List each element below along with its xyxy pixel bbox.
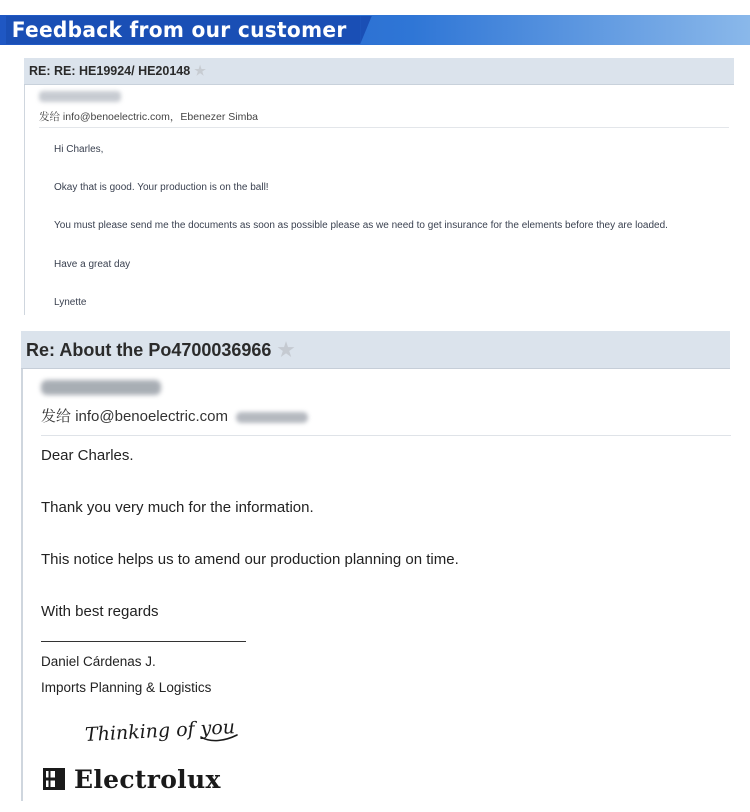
star-icon[interactable]: ★	[277, 340, 295, 361]
email-1-recipients	[39, 109, 258, 124]
signature-title: Imports Planning & Logistics	[41, 680, 212, 695]
electrolux-logo	[42, 764, 221, 794]
email-2-line: With best regards	[41, 603, 159, 620]
email-2-subject	[26, 339, 294, 362]
email-2-header	[21, 331, 730, 369]
email-screenshot-2	[21, 331, 730, 801]
email-1-line: Lynette	[54, 297, 87, 308]
signature-divider	[41, 641, 246, 642]
email-2-line: This notice helps us to amend our production planning on time.	[41, 551, 459, 568]
electrolux-logo-text: Electrolux	[74, 764, 221, 794]
email-1-line: Have a great day	[54, 259, 131, 270]
email-1-header	[24, 58, 734, 85]
email-1-subject-text: RE: RE: HE19924/ HE20148	[29, 64, 191, 78]
feedback-banner	[0, 15, 750, 45]
email-1-body	[24, 85, 735, 315]
signature-name: Daniel Cárdenas J.	[41, 654, 156, 669]
email-1-line: You must please send me the documents as soon as possible please as we need to get insurance for the elements before they are loaded.	[54, 220, 668, 231]
email-1-to-address[interactable]: info@benoelectric.com，Ebenezer Simba	[62, 111, 259, 123]
email-1-line: Hi Charles,	[54, 144, 104, 155]
email-1-divider	[39, 127, 729, 128]
email-1-sender-redacted	[39, 91, 121, 102]
tagline-underline-stroke	[199, 731, 239, 745]
brand-tagline: Thinking of you	[84, 716, 236, 746]
banner-title: Feedback from our customer	[6, 16, 360, 44]
email-1-line: Okay that is good. Your production is on the ball!	[54, 182, 269, 193]
email-2-to-address[interactable]: info@benoelectric.com	[75, 408, 228, 425]
email-2-cc-redacted	[236, 412, 308, 423]
email-2-to-prefix: 发给	[41, 408, 72, 425]
email-2-line: Dear Charles.	[41, 447, 134, 464]
email-2-divider	[41, 435, 731, 436]
email-2-recipients	[41, 405, 308, 426]
electrolux-logo-icon	[42, 767, 66, 791]
email-2-body	[21, 369, 732, 801]
star-icon[interactable]: ★	[194, 63, 206, 78]
email-1-to-prefix: 发给	[39, 111, 60, 123]
email-2-sender-redacted	[41, 380, 161, 395]
email-2-subject-text: Re: About the Po4700036966	[26, 340, 272, 360]
email-1-subject	[29, 63, 206, 79]
email-2-line: Thank you very much for the information.	[41, 499, 314, 516]
email-screenshot-1	[24, 55, 734, 315]
